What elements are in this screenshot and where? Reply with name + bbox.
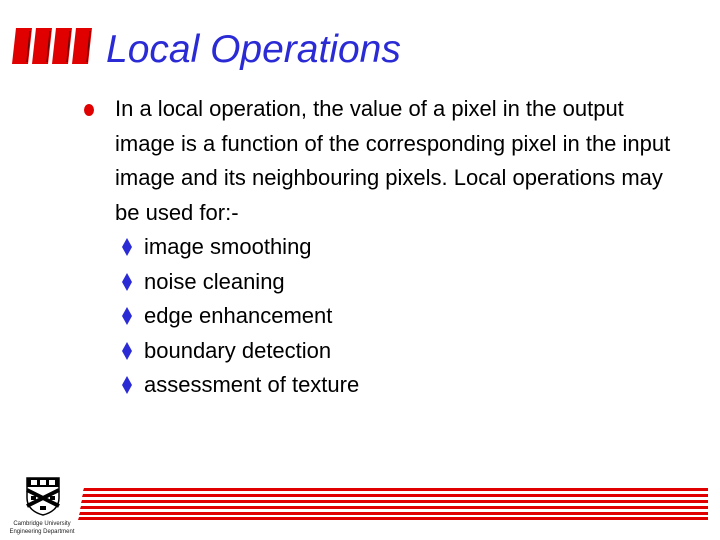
diamond-bullet-icon [122,273,132,291]
footer-rule-lines [78,488,708,520]
sub-bullet-text: assessment of texture [144,372,360,397]
sub-bullet-item [84,334,684,369]
sub-bullet-item [84,368,684,403]
main-bullet-text: In a local operation, the value of a pixel in the output image is a function of the corresponding pixel in the input image and its neighbouring pixels. Local operations may be used for:- [115,96,671,225]
sub-bullet-text: edge enhancement [144,303,333,328]
sub-bullet-item [84,230,684,265]
sub-bullet-text: image smoothing [144,234,312,259]
sub-bullet-text: noise cleaning [144,268,285,294]
sub-bullet-list [84,230,684,403]
red-dot-bullet-icon [84,104,94,116]
slide-title: Local Operations [106,28,401,71]
institution-line-1: Cambridge University [13,521,71,527]
diamond-bullet-icon [122,307,132,325]
sub-bullet-text: boundary detection [144,337,332,363]
main-bullet [84,92,684,230]
slide-content [84,92,684,403]
sub-bullet-item [84,265,684,300]
header-logo-icon [12,28,92,64]
diamond-bullet-icon [122,376,132,394]
institution-line-2: Engineering Department [9,529,75,535]
sub-bullet-item [84,299,684,334]
institution-name [6,520,78,536]
diamond-bullet-icon [122,238,132,256]
university-crest-icon [25,476,61,516]
diamond-bullet-icon [122,342,132,360]
